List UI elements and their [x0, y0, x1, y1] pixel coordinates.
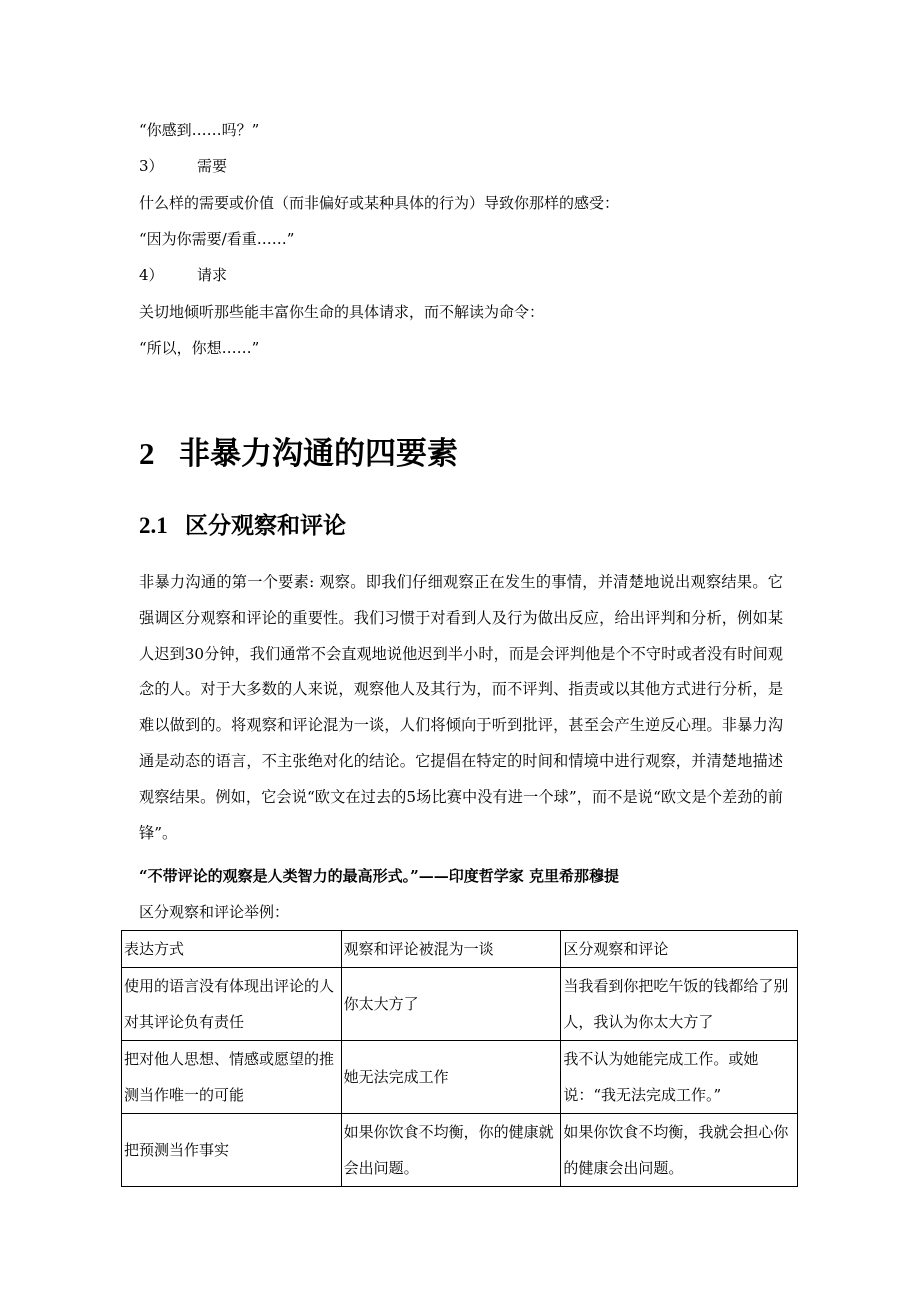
list-item-request	[139, 265, 227, 285]
quote-feeling-line: “你感到……吗？”	[139, 121, 260, 139]
subsection-number: 2.1	[139, 513, 168, 538]
table-header-cell: 表达方式	[122, 931, 342, 968]
table-cell: 如果你饮食不均衡，你的健康就会出问题。	[341, 1114, 561, 1187]
quote-need-line: “因为你需要/看重……”	[139, 230, 295, 248]
table-cell: 把预测当作事实	[122, 1114, 342, 1187]
table-header-cell: 观察和评论被混为一谈	[341, 931, 561, 968]
table-cell: 当我看到你把吃午饭的钱都给了别人，我认为你太大方了	[561, 968, 798, 1041]
philosopher-quote: “不带评论的观察是人类智力的最高形式。”——印度哲学家 克里希那穆提	[139, 867, 619, 885]
table-header-cell: 区分观察和评论	[561, 931, 798, 968]
section-number: 2	[139, 436, 155, 471]
list-item-number: 3）	[139, 157, 164, 175]
list-item-number: 4）	[139, 266, 164, 284]
table-cell: 我不认为她能完成工作。或她说：“我无法完成工作。”	[561, 1041, 798, 1114]
table-cell: 如果你饮食不均衡，我就会担心你的健康会出问题。	[561, 1114, 798, 1187]
quote-request-line: “所以，你想……”	[139, 339, 260, 357]
section-title: 非暴力沟通的四要素	[179, 436, 458, 472]
need-description-line: 什么样的需要或价值（而非偏好或某种具体的行为）导致你那样的感受：	[139, 194, 620, 212]
list-item-need	[139, 156, 227, 176]
request-description-line: 关切地倾听那些能丰富你生命的具体请求，而不解读为命令：	[139, 303, 545, 321]
table-caption: 区分观察和评论举例：	[139, 903, 290, 921]
table-row	[122, 1041, 798, 1114]
comparison-table	[121, 930, 798, 1187]
list-item-label: 请求	[197, 266, 228, 284]
table-cell: 使用的语言没有体现出评论的人对其评论负有责任	[122, 968, 342, 1041]
table-cell: 她无法完成工作	[341, 1041, 561, 1114]
subsection-title: 区分观察和评论	[185, 512, 346, 539]
table-cell: 把对他人思想、情感或愿望的推测当作唯一的可能	[122, 1041, 342, 1114]
subsection-heading	[139, 509, 346, 543]
section-heading	[139, 432, 458, 476]
list-item-label: 需要	[197, 157, 228, 175]
table-cell: 你太大方了	[341, 968, 561, 1041]
table-row	[122, 968, 798, 1041]
table-header-row	[122, 931, 798, 968]
table-row	[122, 1114, 798, 1187]
body-paragraph: 非暴力沟通的第一个要素: 观察。即我们仔细观察正在发生的事情，并清楚地说出观察结果。它强调区分观察和评论的重要性。我们习惯于对看到人及行为做出反应，给出评判和分析，例如某人迟到30分钟，我们通常不会直观地说他迟到半小时，而是会评判他是个不守时或者没有时间观念的人。对于大多数的人来说，观察他人及其行为，而不评判、指责或以其他方式进行分析，是难以做到的。将观察和评论混为一谈，人们将倾向于听到批评，甚至会产生逆反心理。非暴力沟通是动态的语言，不主张绝对化的结论。它提倡在特定的时间和情境中进行观察，并清楚地描述观察结果。例如，它会说“欧文在过去的5场比赛中没有进一个球”，而不是说“欧文是个差劲的前锋”。	[139, 573, 783, 842]
